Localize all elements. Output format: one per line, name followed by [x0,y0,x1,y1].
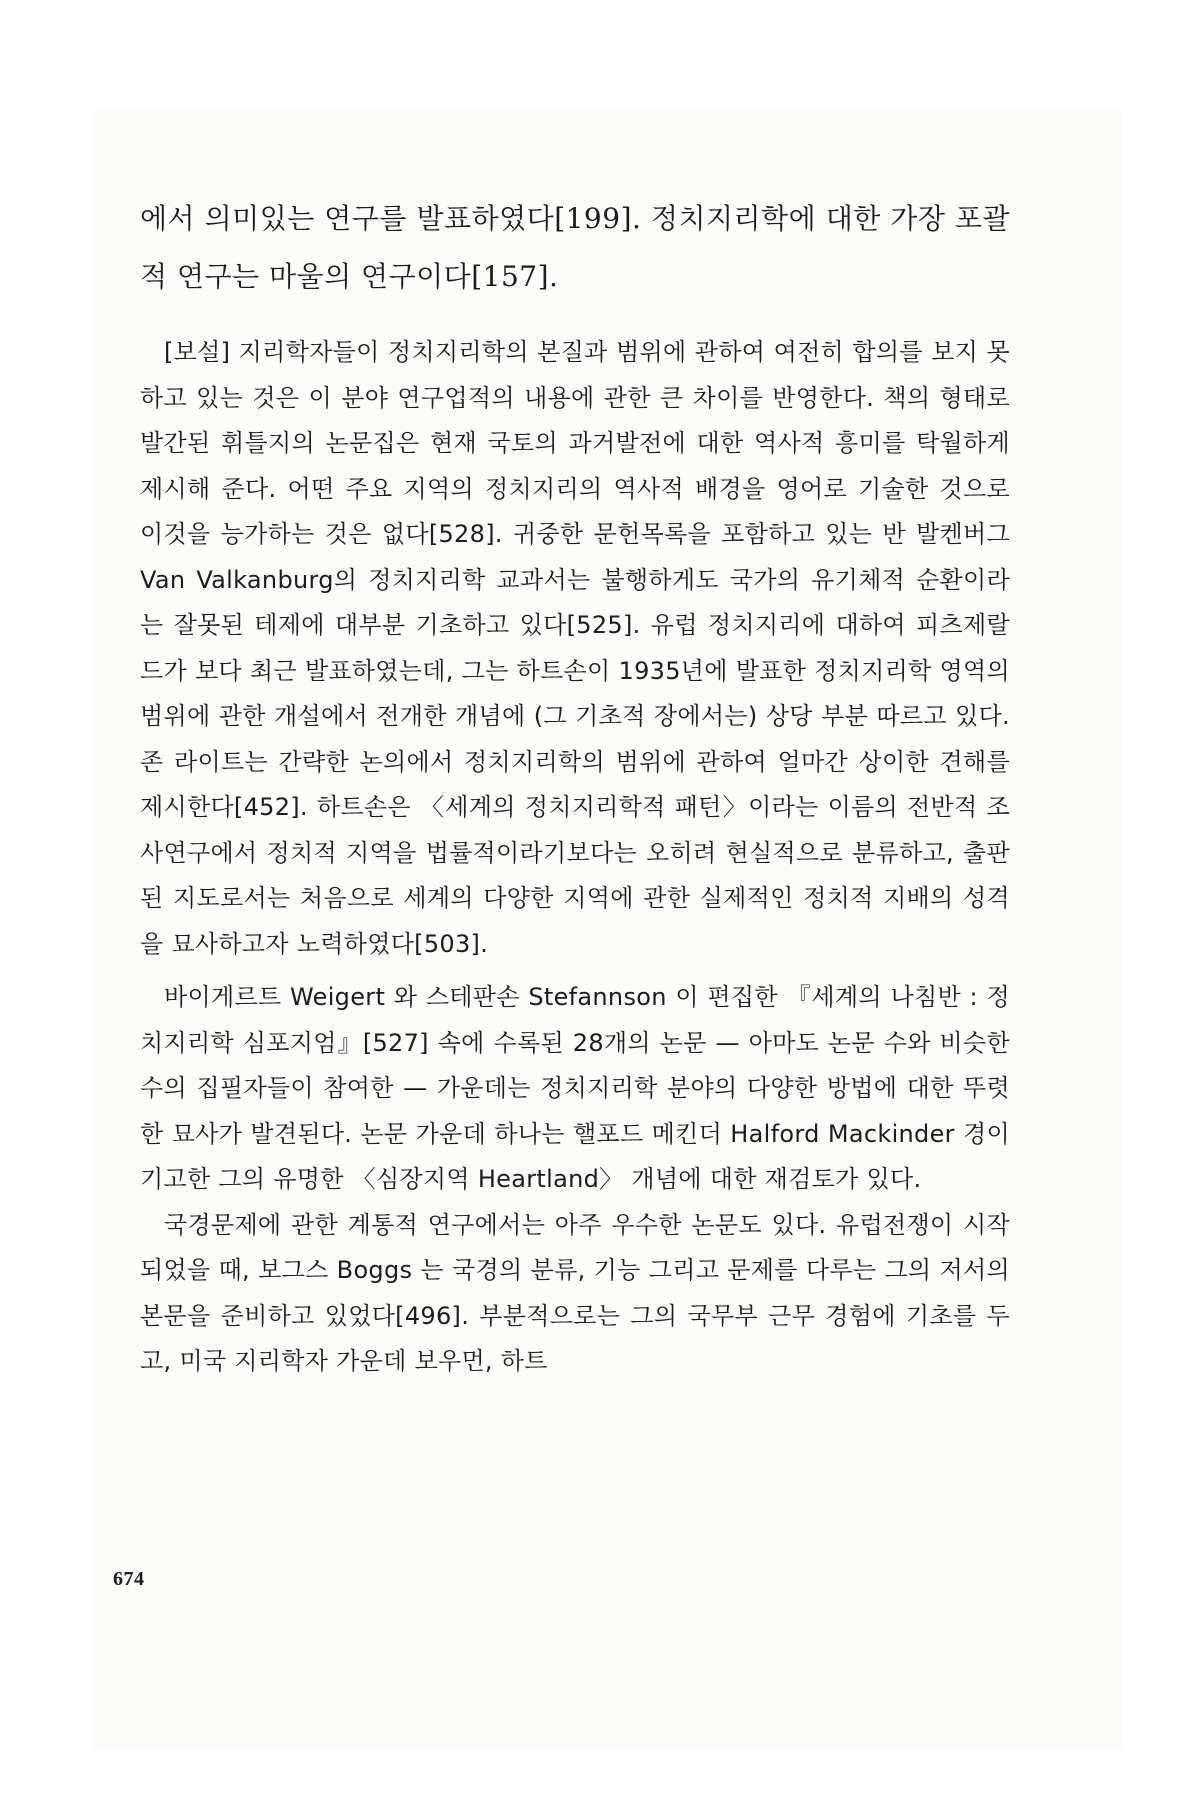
boseol-paragraph: [보설] 지리학자들이 정치지리학의 본질과 범위에 관하여 여전히 합의를 보지 못하고 있는 것은 이 분야 연구업적의 내용에 관한 큰 차이를 반영한다. 책의 형태로 발간된 휘틀지의 논문집은 현재 국토의 과거발전에 대한 역사적 흥미를 탁월하게 제시해 준다. 어떤 주요 지역의 정치지리의 역사적 배경을 영어로 기술한 것으로 이것을 능가하는 것은 없다[528]. 귀중한 문헌목록을 포함하고 있는 반 발켄버그 Van Valkanburg의 정치지리학 교과서는 불행하게도 국가의 유기체적 순환이라는 잘못된 테제에 대부분 기초하고 있다[525]. 유럽 정치지리에 대하여 피츠제랄드가 보다 최근 발표하였는데, 그는 하트손이 1935년에 발표한 정치지리학 영역의 범위에 관한 개설에서 전개한 개념에 (그 기초적 장에서는) 상당 부분 따르고 있다. 존 라이트는 간략한 논의에서 정치지리학의 범위에 관하여 얼마간 상이한 견해를 제시한다[452]. 하트손은 〈세계의 정치지리학적 패턴〉이라는 이름의 전반적 조사연구에서 정치적 지역을 법률적이라기보다는 오히려 현실적으로 분류하고, 출판된 지도로서는 처음으로 세계의 다양한 지역에 관한 실제적인 정치적 지배의 성격을 묘사하고자 노력하였다[503]. [140,338,1011,958]
intro-paragraph: 에서 의미있는 연구를 발표하였다[199]. 정치지리학에 대한 가장 포괄적 연구는 마울의 연구이다[157]. [140,202,1010,293]
body-text [140,330,1010,1385]
boundary-paragraph: 국경문제에 관한 계통적 연구에서는 아주 우수한 논문도 있다. 유럽전쟁이 시작되었을 때, 보그스 Boggs 는 국경의 분류, 기능 그리고 문제를 다루는 그의 저서의 본문을 준비하고 있었다[496]. 부분적으로는 그의 국무부 근무 경험에 기초를 두고, 미국 지리학자 가운데 보우먼, 하트 [140,1210,1010,1375]
page-number: 674 [113,1568,145,1590]
weigert-paragraph: 바이게르트 Weigert 와 스테판손 Stefannson 이 편집한 『세계의 나침반 : 정치지리학 심포지엄』[527] 속에 수록된 28개의 논문 — 아마도 논문 수와 비슷한 수의 집필자들이 참여한 — 가운데는 정치지리학 분야의 다양한 방법에 대한 뚜렷한 묘사가 발견된다. 논문 가운데 하나는 핼포드 메킨더 Halford Mackinder 경이 기고한 그의 유명한 〈심장지역 Heartland〉 개념에 대한 재검토가 있다. [140,983,1010,1193]
intro-text [140,190,1010,306]
